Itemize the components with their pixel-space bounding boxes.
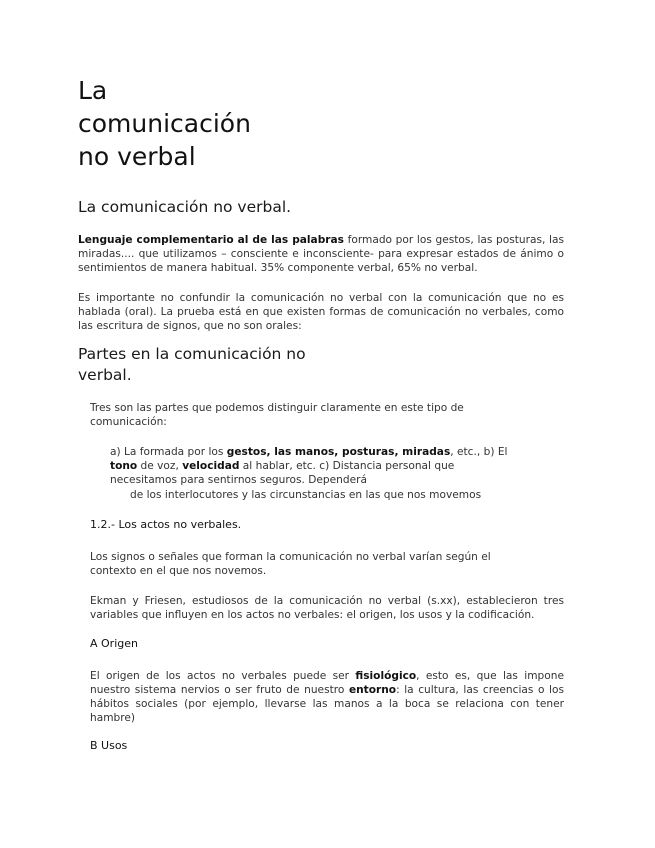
paragraph-parts: Tres son las partes que podemos distinguir claramente en este tipo de comunicación: <box>90 402 464 428</box>
list-parts <box>110 445 522 487</box>
subsection-heading: B Usos <box>90 739 128 752</box>
text-span: formado por los gestos, las posturas, las miradas.... que utilizamos – consciente e inconsciente- para expresar estados de ánimo o sentimientos de manera habitual. 35% componente verbal, 65% no verbal. <box>78 234 564 274</box>
text-span: , etc., b) El <box>450 446 508 458</box>
title-line: no verbal <box>78 142 196 171</box>
bold-phrase: entorno <box>348 684 397 696</box>
bold-phrase: gestos, las manos, posturas, miradas <box>226 446 451 458</box>
paragraph-signals: Los signos o señales que forman la comunicación no verbal varían según el contexto en el que nos novemos. <box>90 551 491 577</box>
text-span: de voz, <box>137 460 183 472</box>
bold-phrase: Lenguaje complementario al de las palabras <box>78 234 344 246</box>
bold-phrase: tono <box>110 460 138 472</box>
subsection-heading: A Origen <box>90 637 138 650</box>
text-span: , esto es, que las impone nuestro sistema nervios o ser fruto de nuestro <box>90 670 564 696</box>
text-span: al hablar, etc. c) Distancia personal que necesitamos para sentirnos seguros. Dependerá <box>110 460 455 486</box>
paragraph-ekman: Ekman y Friesen, estudiosos de la comunicación no verbal (s.xx), establecieron tres variables que influyen en los actos no verbales: el origen, los usos y la codificación. <box>90 595 564 621</box>
text-span: a) La formada por los <box>110 446 227 458</box>
paragraph-definition <box>78 233 564 275</box>
text-span: El origen de los actos no verbales puede ser <box>90 670 356 682</box>
section-heading: La comunicación no verbal. <box>78 198 292 216</box>
title-line: comunicación <box>78 109 251 138</box>
list-parts-continuation: de los interlocutores y las circunstancias en las que nos movemos <box>130 489 482 501</box>
title-line: La <box>78 76 108 105</box>
text-span: : la cultura, las creencias o los hábitos sociales (por ejemplo, llevarse las manos a la boca se relaciona con tener hambre) <box>90 684 564 724</box>
bold-phrase: velocidad <box>182 460 240 472</box>
section-heading: Partes en la comunicación no verbal. <box>78 345 306 384</box>
document-title <box>78 74 338 173</box>
paragraph-origin <box>90 669 564 725</box>
bold-phrase: fisiológico <box>355 670 417 682</box>
subsection-heading: 1.2.- Los actos no verbales. <box>90 518 242 531</box>
paragraph-importance: Es importante no confundir la comunicación no verbal con la comunicación que no es hablada (oral). La prueba está en que existen formas de comunicación no verbales, como las escritura de signos, que no son orales: <box>78 292 564 332</box>
